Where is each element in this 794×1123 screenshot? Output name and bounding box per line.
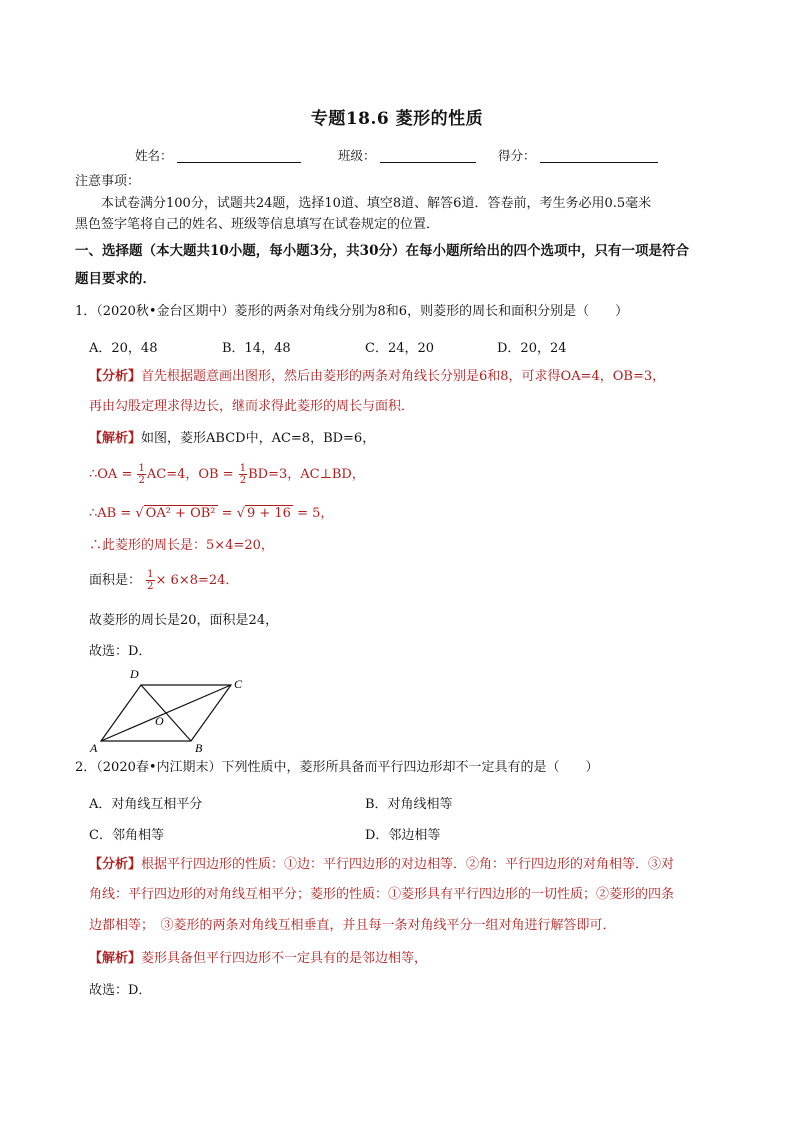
fraction-one-half xyxy=(239,463,247,486)
fraction-one-half xyxy=(137,463,145,486)
q1-solution-line-4: ∴此菱形的周长是：5×4=20， xyxy=(89,538,274,553)
q2-option-b[interactable]: B．对角线相等 xyxy=(365,797,453,812)
page-title: 专题18.6 菱形的性质 xyxy=(310,109,484,129)
q2-analysis-line-2: 角线：平行四边形的对角线互相平分；菱形的性质：①菱形具有平行四边形的一切性质；②菱形的四条 xyxy=(89,887,675,902)
q1-analysis-text-1: 首先根据题意画出图形，然后由菱形的两条对角线长分别是6和8，可求得OA=4，OB=3， xyxy=(141,369,666,384)
notes-line-2: 黑色签字笔将自己的姓名、班级等信息填写在试卷规定的位置． xyxy=(75,217,440,232)
q2-solution-line-2: 故选：D． xyxy=(89,983,152,998)
fraction-one-half xyxy=(146,569,154,592)
q1-analysis-line-2: 再由勾股定理求得边长，继而求得此菱形的周长与面积． xyxy=(89,399,415,414)
q1-sol5-part-b: × 6×8=24． xyxy=(155,573,239,588)
q1-sol2-part-b: AC=4，OB = xyxy=(146,467,234,482)
rhombus-figure xyxy=(88,664,258,756)
q1-solution-line-3: ∴AB = √ OA² + OB² = √ 9 + 16 = 5， xyxy=(89,506,334,521)
q2-option-a[interactable]: A．对角线互相平分 xyxy=(89,797,203,812)
q1-sol2-part-a: ∴OA = xyxy=(89,467,133,482)
q2-analysis-line-1 xyxy=(89,856,674,874)
q1-solution-text-1: 如图，菱形ABCD中，AC=8，BD=6， xyxy=(141,431,376,446)
vertex-label-a: A xyxy=(90,741,98,755)
vertex-label-b: B xyxy=(195,741,203,755)
q2-stem: 2．（2020春•内江期末）下列性质中，菱形所具备而平行四边形却不一定具有的是（ ） xyxy=(75,760,599,775)
frac-numerator: 1 xyxy=(147,569,154,580)
q2-solution-text-1: 菱形具备但平行四边形不一定具有的是邻边相等， xyxy=(141,951,428,966)
name-blank[interactable] xyxy=(177,148,301,163)
q1-analysis-line-1 xyxy=(89,368,665,386)
q2-solution-tag: 【解析】 xyxy=(89,951,142,966)
score-label: 得分： xyxy=(498,148,536,163)
q1-analysis-tag: 【分析】 xyxy=(89,369,142,384)
q1-sol3-part-c: = 5， xyxy=(297,506,334,521)
q1-option-b[interactable]: B．14，48 xyxy=(222,341,291,356)
notes-heading: 注意事项： xyxy=(75,174,141,189)
notes-line-1: 本试卷满分100分，试题共24题，选择10道、填空8道、解答6道．答卷前，考生务必用0.5毫米 xyxy=(101,196,652,211)
q2-analysis-tag: 【分析】 xyxy=(89,857,142,872)
frac-denominator: 2 xyxy=(239,475,247,486)
q1-sol5-part-a: 面积是： xyxy=(89,573,142,588)
name-field[interactable] xyxy=(135,146,301,164)
vertex-label-c: C xyxy=(234,677,243,691)
class-label: 班级： xyxy=(338,148,376,163)
q1-sol2-part-c: BD=3，AC⊥BD， xyxy=(248,467,365,482)
frac-numerator: 1 xyxy=(138,463,145,474)
q1-solution-tag: 【解析】 xyxy=(89,431,142,446)
section-heading-1: 一、选择题（本大题共10小题，每小题3分，共30分）在每小题所给出的四个选项中，只有一项是符合 xyxy=(75,243,689,259)
q1-stem: 1．（2020秋•金台区期中）菱形的两条对角线分别为8和6，则菱形的周长和面积分别是（ ） xyxy=(75,304,629,319)
class-field[interactable] xyxy=(338,146,476,164)
q2-option-d[interactable]: D．邻边相等 xyxy=(365,828,441,843)
q1-option-d[interactable]: D．20，24 xyxy=(497,341,567,356)
q1-solution-line-5 xyxy=(89,568,238,594)
score-blank[interactable] xyxy=(540,148,658,163)
score-field[interactable] xyxy=(498,146,658,164)
q1-solution-line-2 xyxy=(89,462,365,488)
q2-solution-line-1 xyxy=(89,950,427,968)
q1-sol3-part-a: ∴AB = xyxy=(89,506,132,521)
sqrt-radicand-2: 9 + 16 xyxy=(246,506,291,521)
frac-denominator: 2 xyxy=(147,581,154,592)
diagonal-bd xyxy=(141,685,191,741)
q1-solution-line-6: 故菱形的周长是20，面积是24， xyxy=(89,613,279,628)
q1-solution-line-7: 故选：D． xyxy=(89,644,152,659)
frac-denominator: 2 xyxy=(138,475,145,486)
vertex-label-d: D xyxy=(130,667,139,681)
frac-numerator: 1 xyxy=(239,463,247,474)
q2-analysis-line-3: 边都相等； ③菱形的两条对角线互相垂直，并且每一条对角线平分一组对角进行解答即可． xyxy=(89,918,616,933)
name-label: 姓名： xyxy=(135,148,173,163)
center-label-o: O xyxy=(155,714,164,728)
q2-option-c[interactable]: C．邻角相等 xyxy=(89,828,164,843)
q1-sol3-part-b: = xyxy=(221,506,233,521)
q1-option-a[interactable]: A．20，48 xyxy=(89,341,158,356)
q1-solution-line-1 xyxy=(89,430,375,448)
class-blank[interactable] xyxy=(380,148,476,163)
sqrt-radicand-1: OA² + OB² xyxy=(145,506,216,521)
q1-option-c[interactable]: C．24，20 xyxy=(365,341,435,356)
q2-analysis-text-1: 根据平行四边形的性质：①边：平行四边形的对边相等．②角：平行四边形的对角相等．③对 xyxy=(141,857,675,872)
section-heading-2: 题目要求的． xyxy=(75,271,156,287)
